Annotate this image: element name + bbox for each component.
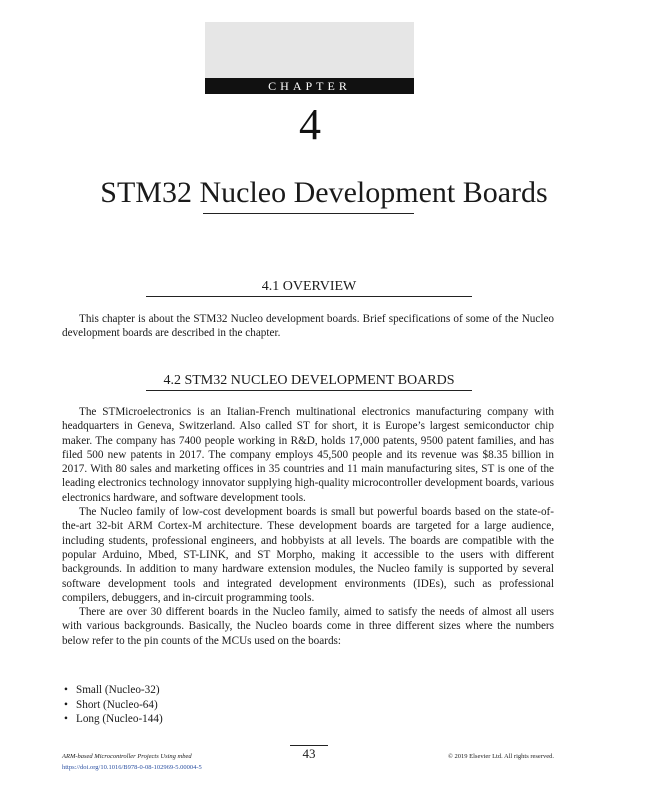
section-heading-overview: 4.1 OVERVIEW (261, 279, 357, 294)
title-underline (203, 213, 414, 214)
bullet-icon: • (64, 698, 68, 711)
board-size-list (62, 683, 163, 727)
list-item-label: Short (Nucleo-64) (76, 698, 158, 711)
chapter-title: STM32 Nucleo Development Boards (100, 176, 548, 209)
list-item (62, 712, 163, 727)
doi-link[interactable]: https://doi.org/10.1016/B978-0-08-102969-5.00004-5 (62, 764, 202, 771)
book-title: ARM-based Microcontroller Projects Using mbed (62, 753, 192, 760)
section-rule-nucleo-boards (146, 390, 472, 391)
page-number: 43 (302, 746, 316, 761)
bullet-icon: • (64, 684, 68, 696)
paragraph: The Nucleo family of low-cost development boards is small but powerful boards based on the state-of-the-art 32-bit ARM Cortex-M architecture. These development boards are targeted for a large audience, including students, professional engineers, and hobbyists at all levels. The boards are compatible with the popular Arduino, Mbed, ST-LINK, and ST Morpho, making it accessible to the users with different backgrounds. In addition to many hardware extension modules, the Nucleo family is supported by several software development tools and integrated development environments (IDEs), such as professional compilers, debuggers, and in-circuit programming tools. (62, 506, 554, 604)
bullet-icon: • (64, 713, 68, 725)
chapter-number: 4 (299, 100, 321, 149)
section-rule-overview (146, 296, 472, 297)
paragraph: The STMicroelectronics is an Italian-French multinational electronics manufacturing company with headquarters in Geneva, Switzerland. Also called ST for short, it is Europe’s largest semiconductor chip maker. The company has 7400 people working in R&D, holds 17,000 patents, 9500 patent families, and has filed 500 new patents in 2017. The company employs 45,500 people and its revenue was $8.35 billion in 2017. With 80 sales and marketing offices in 35 countries and 11 main manufacturing sites, ST is one of the leading electronics technology innovator supplying high-quality microcontroller development boards, various electronics hardware, and software development tools. (62, 406, 554, 504)
nucleo-boards-text (62, 405, 554, 648)
list-item-label: Small (Nucleo-32) (76, 684, 160, 696)
list-item (62, 698, 163, 713)
list-item (62, 683, 163, 698)
overview-text (62, 312, 554, 341)
paragraph: This chapter is about the STM32 Nucleo development boards. Brief specifications of some of the Nucleo development boards are described in the chapter. (62, 313, 554, 340)
chapter-label: CHAPTER (205, 78, 414, 94)
section-heading-nucleo-boards: 4.2 STM32 NUCLEO DEVELOPMENT BOARDS (163, 373, 455, 388)
copyright-notice: © 2019 Elsevier Ltd. All rights reserved. (447, 753, 554, 760)
chapter-header-block (205, 22, 414, 78)
list-item-label: Long (Nucleo-144) (76, 713, 163, 725)
paragraph: There are over 30 different boards in the Nucleo family, aimed to satisfy the needs of almost all users with various backgrounds. Basically, the Nucleo boards come in three different sizes where the numbers below refer to the pin counts of the MCUs used on the boards: (62, 606, 554, 647)
